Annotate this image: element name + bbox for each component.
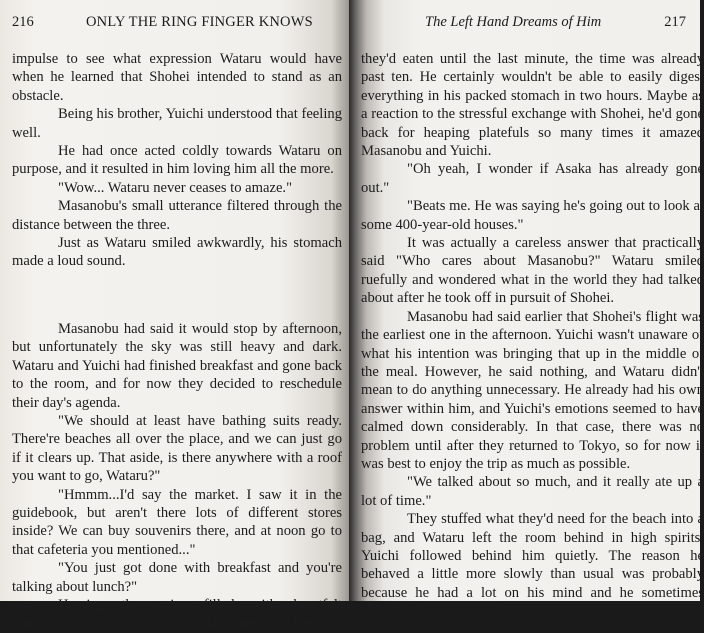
right-page-header [417,14,686,36]
paragraph: Masanobu's small utterance filtered through the distance between the three. [12,198,342,233]
paragraph: they'd eaten until the last minute, the time was already past ten. He certainly wouldn't be able to easily digest everything in his packed stomach in two hours. Maybe as a reaction to the stressful exchange with Shohei, he'd gone back for heaping platefuls so many times it amazed Masanobu and Yuichi. [361,51,704,160]
paragraph: Masanobu had said it would stop by afternoon, but unfortunately the sky was still heavy and dark. Wataru and Yuichi had finished breakfast and gone back to the room, and for now they decided to reschedule their day's agenda. [12,320,342,411]
paragraph: "We should at least have bathing suits ready. There're beaches all over the place, and we can just go if it clears up. That aside, is there anywhere with a roof you want to go, Wataru?" [12,412,342,485]
paragraph: "Hmmm...I'd say the market. I saw it in the guidebook, but aren't there lots of different stores inside? We can buy souvenirs there, and at noon go to that cafeteria you mentioned..." [12,486,342,558]
right-running-title: The Left Hand Dreams of Him [425,14,602,30]
paragraph: "Wow... Wataru never ceases to amaze." [58,179,293,196]
paragraph: He had once acted coldly towards Wataru on purpose, and it resulted in him loving him all the more. [12,143,342,178]
paragraph: "Beats me. He was saying he's going out to look at some 400-year-old houses." [361,198,704,233]
paragraph: Just as Wataru smiled awkwardly, his stomach made a loud sound. [12,235,342,270]
paragraph: "You just got done with breakfast and you're talking about lunch?" [12,560,342,595]
paragraph: Being his brother, Yuichi understood that feeling well. [12,106,342,141]
paragraph: They stuffed what they'd need for the beach into a bag, and Wataru left the room behind in high spirits. Yuichi followed behind him quietly. The reason he behaved a little more slowly than usual was probably because he had a lot on his mind and he sometimes [361,511,704,601]
paragraph: Masanobu had said earlier that Shohei's flight was the earliest one in the afternoon. Yuichi wasn't unaware of what his intention was bringing that up in the middle of the meal. However, he said nothing, and Wataru didn't mean to do anything unnecessary. He already had his own answer within him, and Yuichi's emotions seemed to have calmed down considerably. In that case, there was no problem until after they returned to Tokyo, so for now it was best to enjoy the trip as much as possible. [361,308,704,472]
paragraph: Hearing the voice filled with heartfelt admiration, Wataru got sullen and turned red. Because [12,596,342,632]
right-page-body [349,50,704,602]
paragraph: "Oh yeah, I wonder if Asaka has already gone out." [361,161,704,196]
left-page-number: 216 [12,14,34,30]
paragraph: "We talked about so much, and it really ate up a lot of time." [361,474,704,509]
right-page-number: 217 [664,14,686,30]
paragraph: impulse to see what expression Wataru would have when he learned that Shohei intended to stand as an obstacle. [12,51,342,104]
paragraph: It was actually a careless answer that practically said "Who cares about Masanobu?" Wataru smiled ruefully and wondered what in the world they had talked about after he took off in pursuit of Shohei. [361,235,704,307]
right-page [349,0,704,601]
scene-break [12,271,342,320]
left-page-body [12,50,342,633]
left-running-title: ONLY THE RING FINGER KNOWS [86,14,313,30]
left-page [0,0,349,632]
left-page-header [12,14,341,36]
